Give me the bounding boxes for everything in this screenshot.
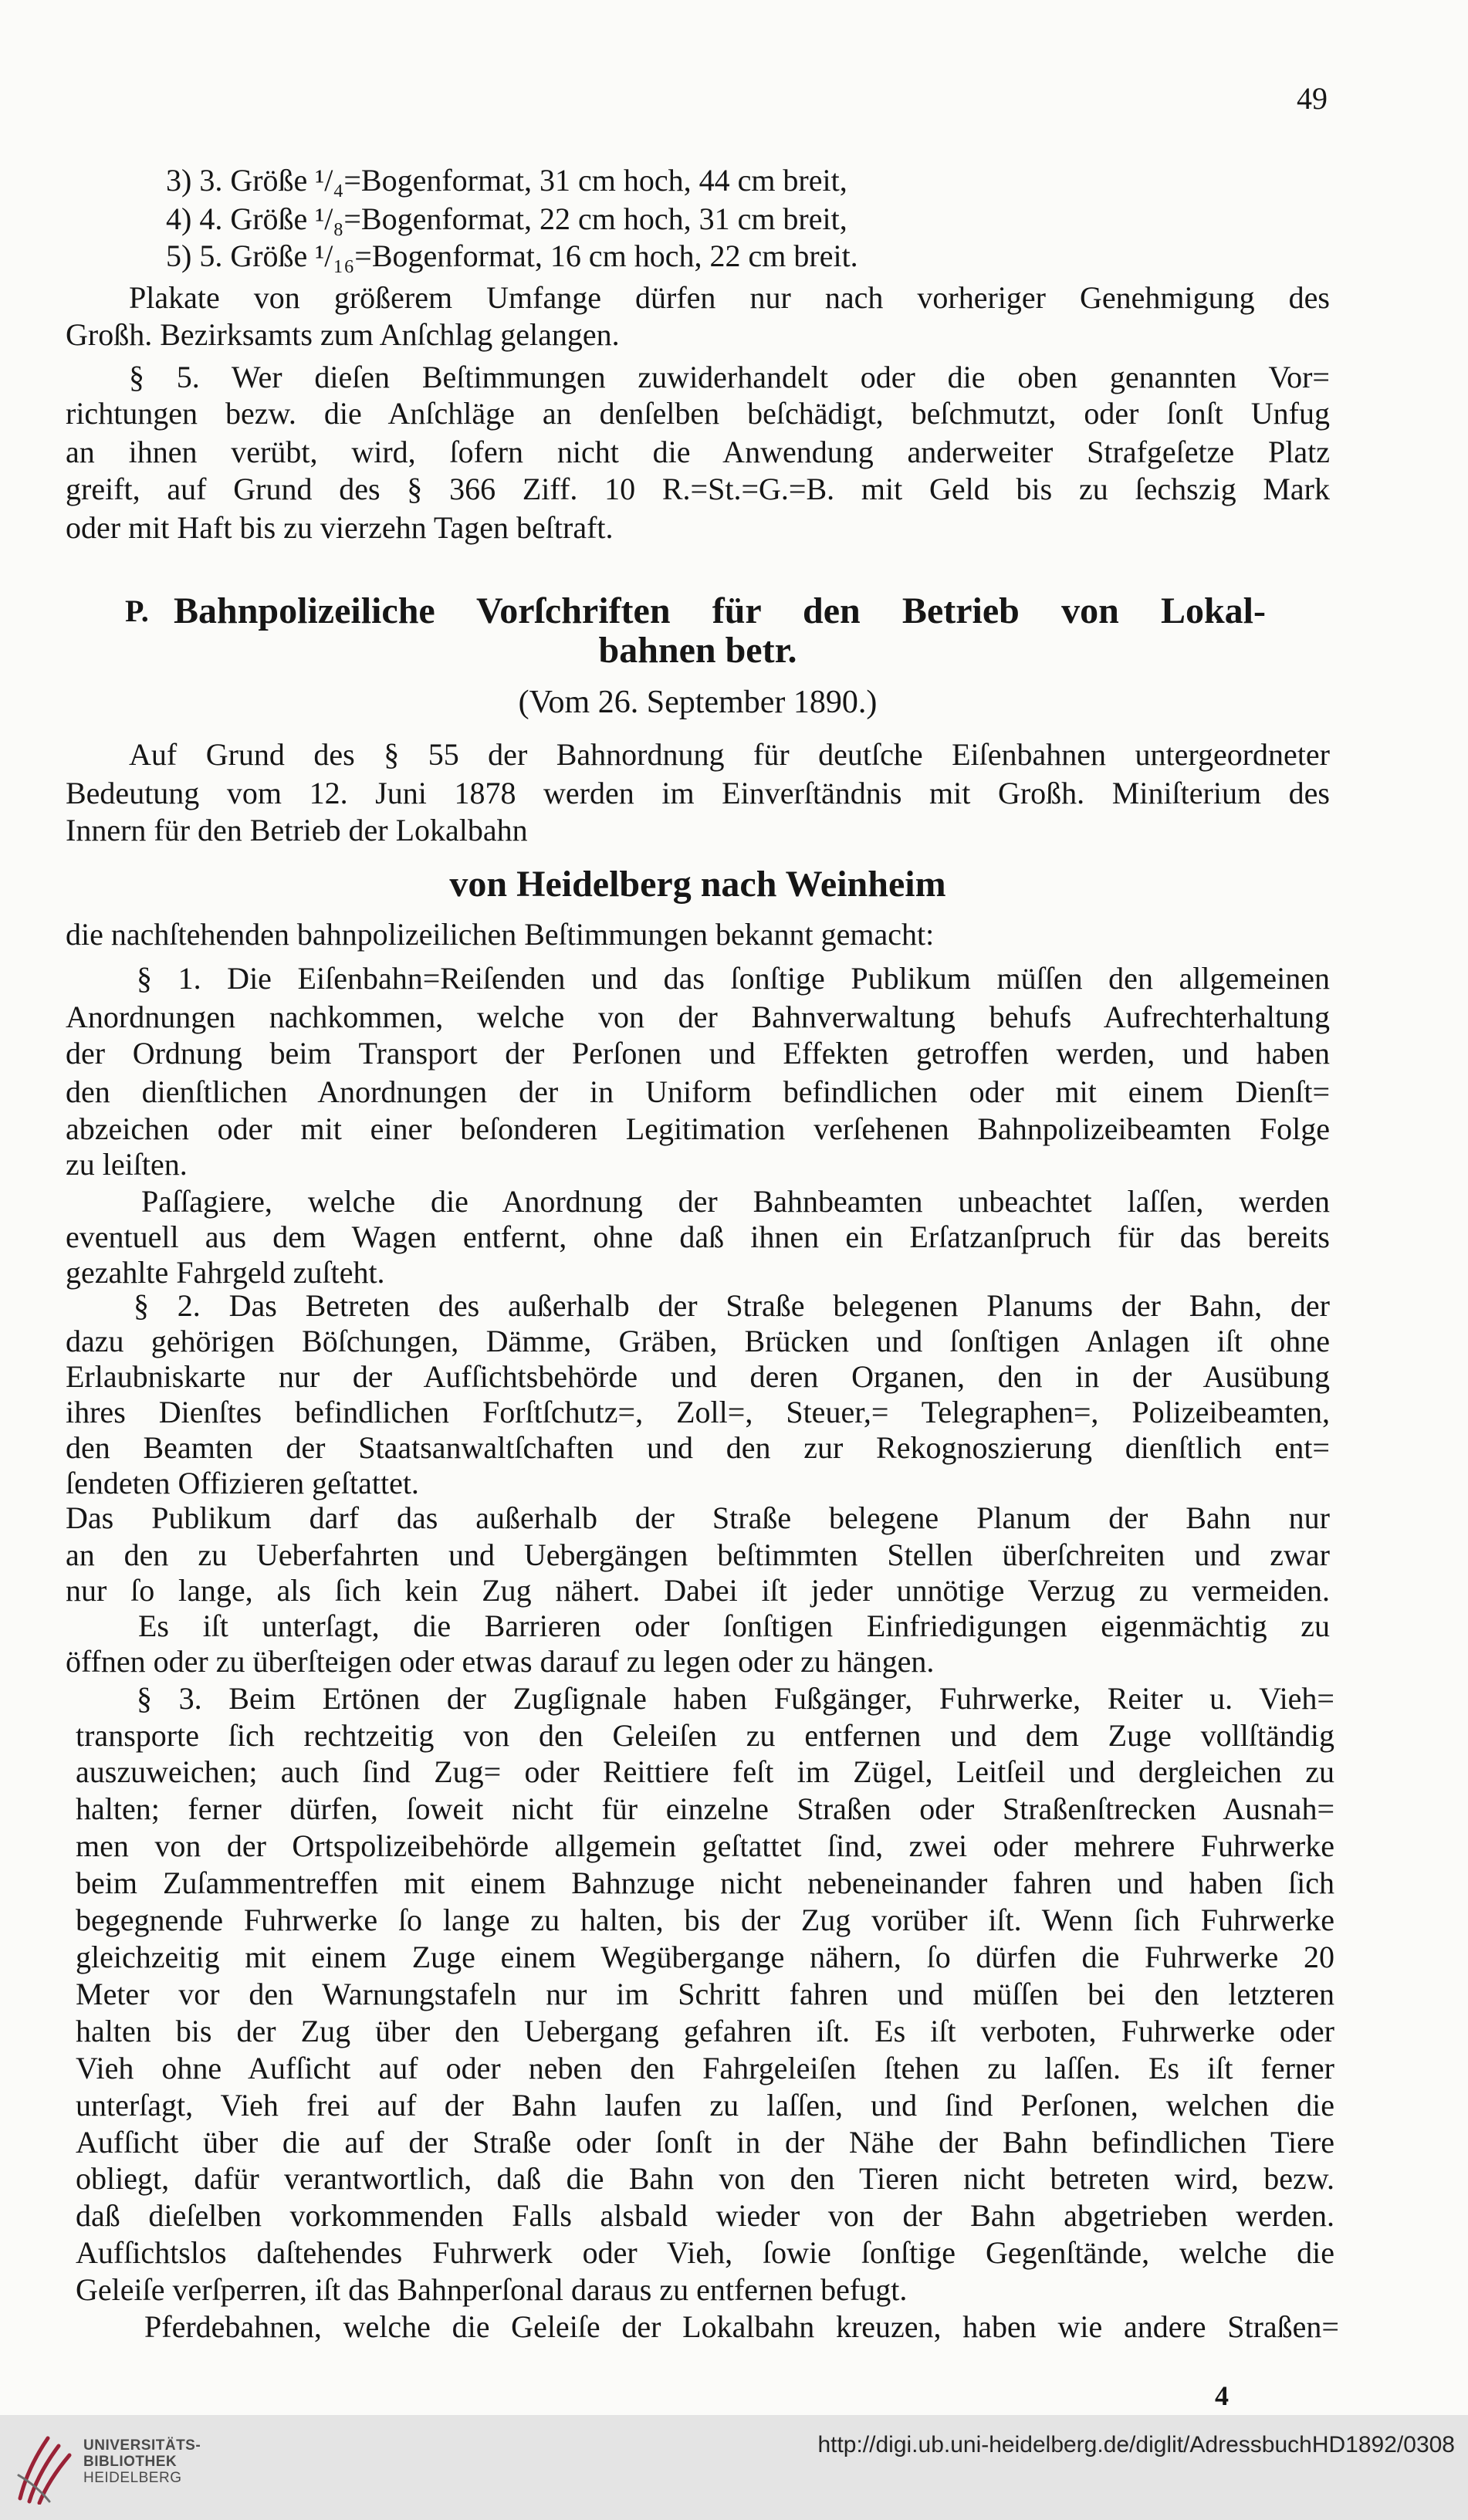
passengers-line: gezahlte Fahrgeld zuſteht. bbox=[66, 1255, 385, 1290]
section-3-line: daß dieſelben vorkommenden Falls alsbald wieder von der Bahn abgetrieben werden. bbox=[76, 2198, 1334, 2233]
intro-line: Auf Grund des § 55 der Bahnordnung für deutſche Eiſenbahnen untergeordneter bbox=[129, 737, 1330, 772]
logo-svg bbox=[14, 2432, 77, 2505]
section-1-line: Anordnungen nachkommen, welche von der Bahnverwaltung behufs Aufrechterhaltung bbox=[66, 1000, 1330, 1034]
section-3-line: § 3. Beim Ertönen der Zugſignale haben Fußgänger, Fuhrwerke, Reiter u. Vieh= bbox=[137, 1681, 1334, 1716]
intro-line: Innern für den Betrieb der Lokalbahn bbox=[66, 813, 528, 847]
barriers-line: öffnen oder zu überſteigen oder etwas darauf zu legen oder zu hängen. bbox=[66, 1644, 935, 1679]
section-2-line: den Beamten der Staatsanwaltſchaften und den zur Rekognoszierung dienſtlich ent= bbox=[66, 1430, 1330, 1465]
poster-size-item: 3) 3. Größe ¹/₄=Bogenformat, 31 cm hoch, 44 cm breit, bbox=[166, 163, 847, 198]
footer bbox=[0, 2415, 1468, 2520]
public-line: Das Publikum darf das außerhalb der Straße belegene Planum der Bahn nur bbox=[66, 1500, 1330, 1535]
barriers-line: Es iſt unterſagt, die Barrieren oder ſonſtigen Einfriedigungen eigenmächtig zu bbox=[138, 1608, 1330, 1643]
section-5-line: greift, auf Grund des § 366 Ziff. 10 R.=St.=G.=B. mit Geld bis zu ſechszig Mark bbox=[66, 472, 1330, 506]
plakate-paragraph-line: Plakate von größerem Umfange dürfen nur nach vorheriger Genehmigung des bbox=[129, 280, 1330, 315]
section-2-line: § 2. Das Betreten des außerhalb der Straße belegenen Planums der Bahn, der bbox=[134, 1288, 1330, 1323]
section-1-line: den dienſtlichen Anordnungen der in Uniform befindlichen oder mit einem Dienſt= bbox=[66, 1074, 1330, 1109]
section-3-line: begegnende Fuhrwerke ſo lange zu halten, bis der Zug vorüber iſt. Wenn ſich Fuhrwerke bbox=[76, 1903, 1334, 1937]
chapter-title-line-1: Bahnpolizeiliche Vorſchriften für den Betrieb von Lokal- bbox=[174, 590, 1266, 631]
section-5-line: oder mit Haft bis zu vierzehn Tagen beſtraft. bbox=[66, 510, 614, 545]
section-1-line: zu leiſten. bbox=[66, 1147, 188, 1182]
section-2-line: Erlaubniskarte nur der Aufſichtsbehörde und deren Organen, den in der Ausübung bbox=[66, 1359, 1330, 1394]
section-2-line: dazu gehörigen Böſchungen, Dämme, Gräben, Brücken und ſonſtigen Anlagen iſt ohne bbox=[66, 1324, 1330, 1358]
section-3-line: halten; ferner dürfen, ſoweit nicht für einzelne Straßen oder Straßenſtrecken Ausnah= bbox=[76, 1791, 1334, 1826]
library-name-line-1: UNIVERSITÄTS- bbox=[83, 2437, 201, 2454]
section-3-line: Pferdebahnen, welche die Geleiſe der Lokalbahn kreuzen, haben wie andere Straßen= bbox=[144, 2309, 1339, 2344]
poster-size-item: 5) 5. Größe ¹/₁₆=Bogenformat, 16 cm hoch, 22 cm breit. bbox=[166, 238, 858, 273]
permalink-url: http://digi.ub.uni-heidelberg.de/diglit/AdressbuchHD1892/0308 bbox=[817, 2432, 1455, 2457]
chapter-date: (Vom 26. September 1890.) bbox=[518, 685, 878, 720]
public-line: an den zu Ueberfahrten und Uebergängen beſtimmten Stellen überſchreiten und zwar bbox=[66, 1537, 1330, 1572]
poster-size-item: 4) 4. Größe ¹/₈=Bogenformat, 22 cm hoch, 31 cm breit, bbox=[166, 201, 847, 236]
signature-mark: 4 bbox=[1215, 2380, 1229, 2411]
section-3-line: auszuweichen; auch ſind Zug= oder Reittiere feſt im Zügel, Leitſeil und dergleichen zu bbox=[76, 1754, 1334, 1789]
section-2-line: ihres Dienſtes befindlichen Forſtſchutz=, Zoll=, Steuer,= Telegraphen=, Polizeibeamten, bbox=[66, 1395, 1330, 1429]
section-1-line: der Ordnung beim Transport der Perſonen und Effekten getroffen werden, und haben bbox=[66, 1036, 1330, 1071]
intro-end-line: die nachſtehenden bahnpolizeilichen Beſtimmungen bekannt gemacht: bbox=[66, 917, 935, 952]
section-3-line: Meter vor den Warnungstafeln nur im Schritt fahren und müſſen bei den letzteren bbox=[76, 1977, 1334, 2011]
route-heading: von Heidelberg nach Weinheim bbox=[449, 864, 946, 905]
section-2-line: ſendeten Offizieren geſtattet. bbox=[66, 1466, 419, 1500]
section-3-line: men von der Ortspolizeibehörde allgemein geſtattet ſind, zwei oder mehrere Fuhrwerke bbox=[76, 1828, 1334, 1863]
section-3-line: beim Zuſammentreffen mit einem Bahnzuge nicht nebeneinander fahren und haben ſich bbox=[76, 1865, 1334, 1900]
ub-heidelberg-logo-icon bbox=[14, 2432, 77, 2505]
section-3-line: halten bis der Zug über den Uebergang gefahren iſt. Es iſt verboten, Fuhrwerke oder bbox=[76, 2014, 1334, 2048]
section-5-line: richtungen bezw. die Anſchläge an denſelben beſchädigt, beſchmutzt, oder ſonſt Unfug bbox=[66, 396, 1330, 431]
library-name-line-2: BIBLIOTHEK bbox=[83, 2454, 178, 2470]
section-1-line: § 1. Die Eiſenbahn=Reiſenden und das ſonſtige Publikum müſſen den allgemeinen bbox=[137, 961, 1330, 996]
library-name-line-3: HEIDELBERG bbox=[83, 2470, 182, 2486]
section-3-line: obliegt, dafür verantwortlich, daß die Bahn von den Tieren nicht betreten wird, bezw. bbox=[76, 2161, 1334, 2196]
section-5-line: an ihnen verübt, wird, ſofern nicht die Anwendung anderweiter Strafgeſetze Platz bbox=[66, 435, 1330, 469]
section-3-line: Geleiſe verſperren, iſt das Bahnperſonal daraus zu entfernen befugt. bbox=[76, 2272, 908, 2307]
section-3-line: unterſagt, Vieh frei auf der Bahn laufen zu laſſen, und ſind Perſonen, welchen die bbox=[76, 2088, 1334, 2123]
section-3-line: Vieh ohne Aufſicht auf oder neben den Fahrgeleiſen ſtehen zu laſſen. Es iſt ferner bbox=[76, 2051, 1334, 2085]
chapter-title-line-2: bahnen betr. bbox=[598, 630, 797, 671]
section-5-line: § 5. Wer dieſen Beſtimmungen zuwiderhandelt oder die oben genannten Vor= bbox=[129, 360, 1330, 394]
intro-line: Bedeutung vom 12. Juni 1878 werden im Einverſtändnis mit Großh. Miniſterium des bbox=[66, 776, 1330, 810]
chapter-letter: P. bbox=[125, 594, 149, 628]
section-3-line: Aufſichtslos daſtehendes Fuhrwerk oder Vieh, ſowie ſonſtige Gegenſtände, welche die bbox=[76, 2235, 1334, 2270]
passengers-line: Paſſagiere, welche die Anordnung der Bahnbeamten unbeachtet laſſen, werden bbox=[141, 1184, 1330, 1219]
plakate-paragraph-line: Großh. Bezirksamts zum Anſchlag gelangen. bbox=[66, 317, 620, 352]
section-3-line: transporte ſich rechtzeitig von den Geleiſen zu entfernen und dem Zuge vollſtändig bbox=[76, 1718, 1334, 1753]
section-3-line: Aufſicht über die auf der Straße oder ſonſt in der Nähe der Bahn befindlichen Tiere bbox=[76, 2125, 1334, 2160]
page-number: 49 bbox=[1297, 81, 1328, 116]
section-3-line: gleichzeitig mit einem Zuge einem Wegübergange nähern, ſo dürfen die Fuhrwerke 20 bbox=[76, 1940, 1334, 1974]
public-line: nur ſo lange, als ſich kein Zug nähert. Dabei iſt jeder unnötige Verzug zu vermeiden. bbox=[66, 1573, 1330, 1608]
passengers-line: eventuell aus dem Wagen entfernt, ohne daß ihnen ein Erſatzanſpruch für das bereits bbox=[66, 1219, 1330, 1254]
section-1-line: abzeichen oder mit einer beſonderen Legitimation verſehenen Bahnpolizeibeamten Folge bbox=[66, 1111, 1330, 1146]
